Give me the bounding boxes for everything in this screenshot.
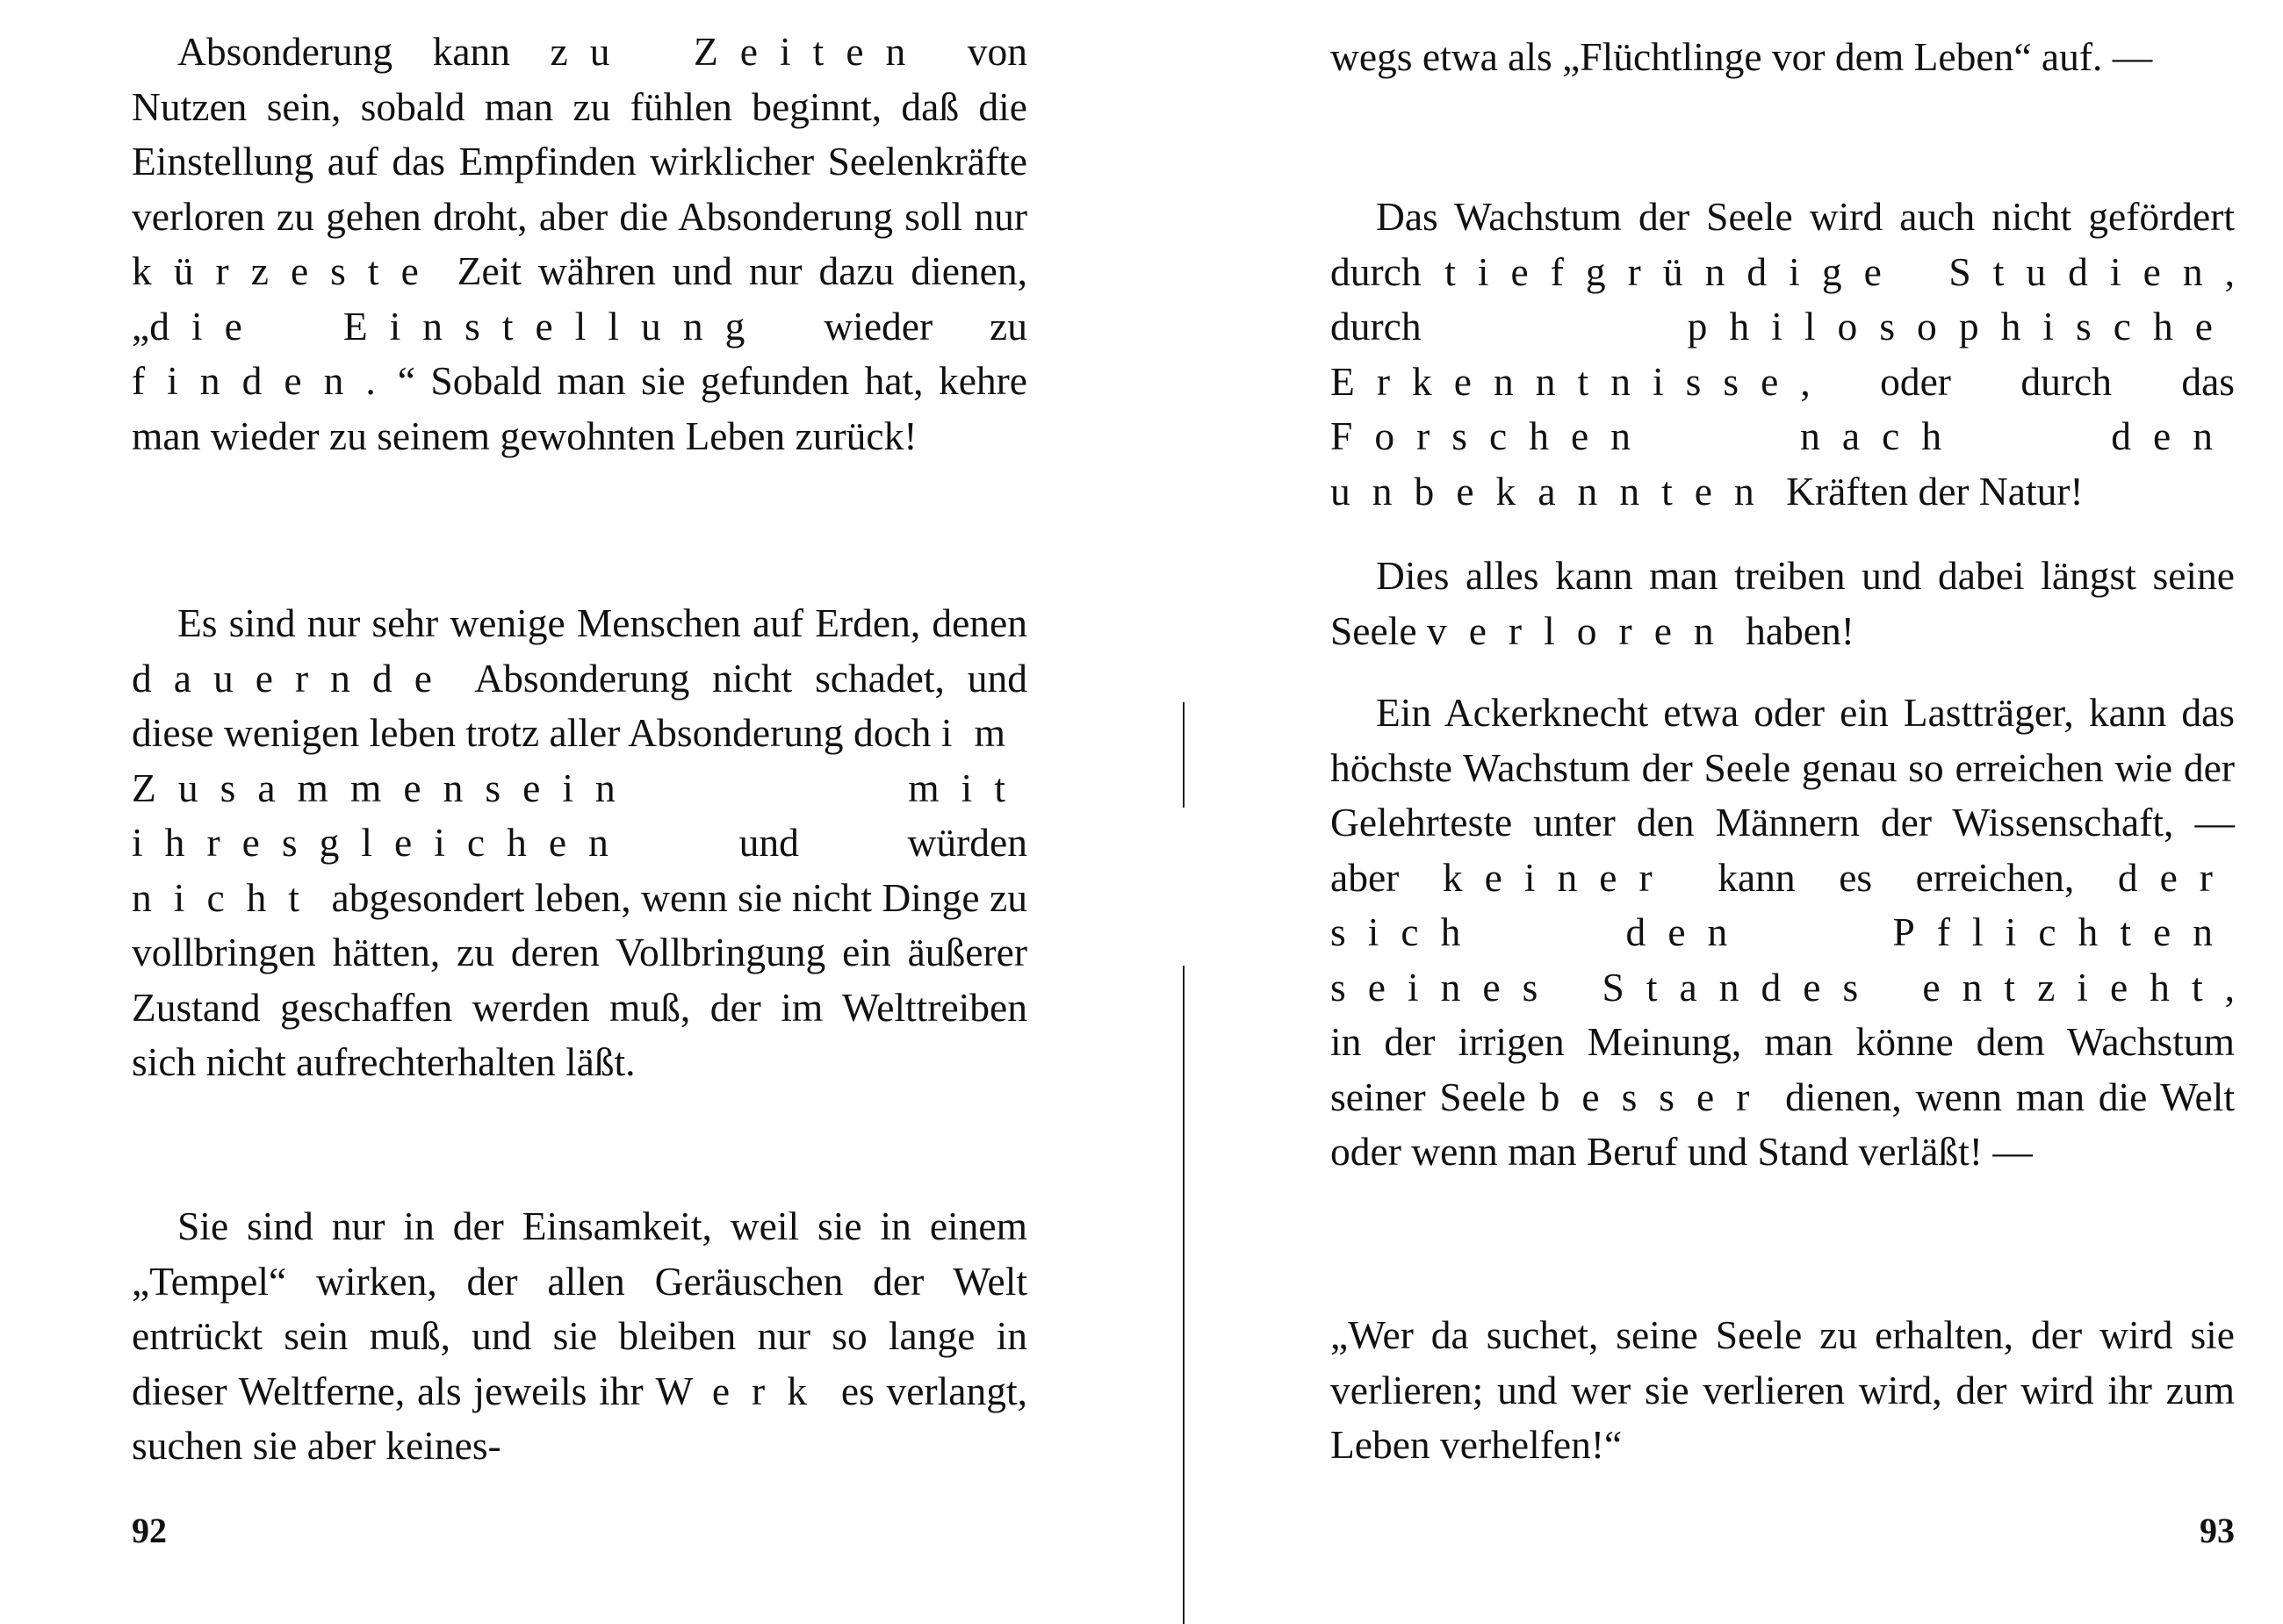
text-segment: wegs etwa als „Flüchtlinge vor dem Leben“ auf. — (1330, 34, 2153, 79)
text-segment: kann es erreichen, (1674, 854, 2118, 900)
text-segment: von Nutzen sein, sobald man zu fühlen beginnt, daß die Einstellung auf das Empfinden wirklicher Seelenkräfte verloren zu gehen droht, aber die Absonderung soll nur (132, 29, 1027, 239)
text-segment: haben! (1735, 607, 1854, 653)
text-segment: “ Sobald man sie gefunden hat, kehre man wieder zu seinem gewohnten Leben zurück! (132, 358, 1027, 458)
spaced-text-segment: keiner (1442, 854, 1674, 900)
text-segment: abgesondert leben, wenn sie nicht Dinge zu vollbringen hätten, zu deren Vollbringung ein äußerer Zustand geschaffen werden muß, der im Welttreiben sich nicht aufrechterhalten läßt. (132, 874, 1027, 1084)
left-paragraph-2 (132, 596, 1027, 1090)
text-segment: Sie sind nur in der Einsamkeit, weil sie in einem „Tempel“ wirken, der allen Geräuschen der Welt entrückt sein muß, und sie bleiben nur so lange in dieser Weltferne, als jeweils ihr (132, 1204, 1027, 1413)
text-segment: Zeit währen und nur dazu dienen, „ (132, 248, 1027, 349)
gutter-line (1183, 966, 1185, 1624)
spaced-text-segment: tiefgründige Studien (1444, 248, 2225, 294)
spaced-text-segment: philosophische Erkenntnisse (1330, 304, 2235, 404)
right-paragraph-3 (1330, 549, 2235, 658)
right-paragraph-2 (1330, 190, 2235, 519)
spaced-text-segment: dauernde (132, 655, 454, 701)
spaced-text-segment: der sich den Pflichten seines Standes entzieht (1330, 854, 2235, 1010)
left-paragraph-3 (132, 1199, 1027, 1474)
text-segment: Dies alles kann man treiben und dabei längst seine Seele (1330, 553, 2235, 653)
spaced-text-segment: finden. (132, 358, 398, 403)
right-page (1330, 0, 2235, 1624)
spaced-text-segment: im Zusammensein mit ihresgleichen (132, 710, 1027, 865)
text-segment: Absonderung nicht schadet, und diese wenigen leben trotz aller Absonderung doch (132, 655, 1027, 755)
text-segment: , in der irrigen Meinung, man könne dem Wachstum seiner Seele (1330, 964, 2235, 1119)
text-segment: und würden (630, 820, 1027, 865)
text-segment: dienen, wenn man die Welt oder wenn man Beruf und Stand verläßt! — (1330, 1074, 2236, 1174)
spaced-text-segment: die Einstellung (149, 303, 767, 349)
page-number-right: 93 (2200, 1511, 2235, 1550)
text-segment: es verlangt, suchen sie aber keines- (132, 1368, 1027, 1468)
spaced-text-segment: nicht (132, 874, 322, 920)
spaced-text-segment: kürzeste (132, 248, 441, 293)
right-paragraph-5-quote (1330, 1308, 2235, 1473)
left-page (132, 0, 1027, 1624)
right-paragraph-4 (1330, 686, 2235, 1180)
text-segment: Das Wachstum der Seele wird auch nicht gefördert durch (1330, 194, 2235, 294)
text-segment: , durch (1330, 248, 2235, 349)
spaced-text-segment: besser (1539, 1074, 1772, 1119)
spaced-text-segment: verloren (1426, 607, 1736, 653)
text-segment: wieder zu (767, 303, 1027, 349)
left-paragraph-1 (132, 25, 1027, 463)
text-segment: Es sind nur sehr wenige Menschen auf Erden, denen (177, 600, 1027, 645)
right-paragraph-1 (1330, 30, 2235, 85)
quotation-text: „Wer da suchet, seine Seele zu erhalten, der wird sie verlieren; und wer sie verlieren wird, der wird ihr zum Leben verhelfen!“ (1330, 1312, 2235, 1467)
text-segment: Ein Ackerknecht etwa oder ein Lastträger, kann das höchste Wachstum der Seele genau so erreichen wie der Gelehrteste unter den Männern der Wissenschaft, — aber (1330, 690, 2235, 900)
spaced-text-segment: Werk (655, 1368, 829, 1413)
text-segment: , oder durch das (1800, 358, 2235, 404)
gutter-line (1183, 702, 1185, 808)
page-number-left: 92 (132, 1511, 167, 1550)
spaced-text-segment: zu Zeiten (550, 29, 928, 74)
text-segment: Absonderung kann (177, 29, 551, 74)
text-segment: Kräften der Natur! (1775, 468, 2084, 514)
spaced-text-segment: Forschen nach den unbekannten (1330, 413, 2235, 514)
